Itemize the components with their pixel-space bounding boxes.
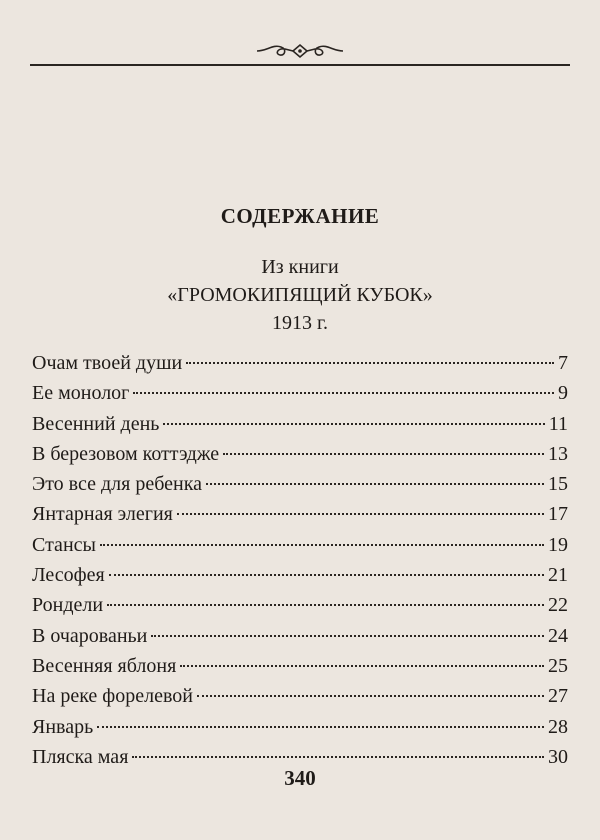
toc-entry-page: 15 [548, 473, 568, 496]
toc-entry-page: 11 [548, 412, 568, 435]
toc-entry-page: 25 [548, 654, 568, 677]
toc-entry [32, 499, 568, 529]
toc-entry [32, 681, 568, 711]
toc-entry-title: Стансы [32, 533, 96, 556]
toc-entry-page: 27 [548, 685, 568, 708]
toc-entry-title: Очам твоей души [32, 352, 183, 374]
toc-entry-page: 24 [548, 624, 568, 647]
toc-entry-title: В березовом коттэдже [32, 442, 220, 465]
toc-entry [32, 348, 568, 378]
toc-entry-title: Январь [32, 715, 94, 738]
contents-heading: СОДЕРЖАНИЕ [220, 204, 380, 228]
header-rule [30, 64, 570, 66]
toc-entry-title: Это все для ребенка [32, 473, 203, 496]
toc-entry-page: 19 [548, 533, 568, 556]
toc-entry [32, 560, 568, 590]
dot-leader [223, 453, 544, 455]
toc-entry-page: 30 [548, 745, 568, 768]
toc-entry-title: Янтарная элегия [32, 503, 173, 526]
from-book-label: Из книги [261, 256, 339, 278]
table-of-contents [32, 348, 568, 772]
toc-entry-title: Рондели [32, 594, 104, 617]
toc-entry [32, 439, 568, 469]
toc-entry-title: На реке форелевой [32, 685, 193, 708]
ornament-icon [255, 40, 345, 62]
page-number: 340 [284, 766, 316, 790]
dot-leader [186, 362, 554, 364]
dot-leader [180, 665, 544, 667]
toc-entry-page: 13 [548, 442, 568, 465]
dot-leader [109, 574, 544, 576]
toc-entry-page: 28 [548, 715, 568, 738]
toc-entry-title: Пляска мая [32, 745, 129, 768]
toc-entry-title: Весенняя яблоня [32, 654, 177, 677]
dot-leader [197, 695, 544, 697]
dot-leader [107, 604, 544, 606]
dot-leader [177, 513, 544, 515]
toc-entry-title: Ее монолог [32, 382, 130, 405]
toc-entry-page: 22 [548, 594, 568, 617]
toc-entry-title: Лесофея [32, 564, 105, 587]
toc-entry [32, 621, 568, 651]
toc-entry [32, 469, 568, 499]
toc-entry [32, 590, 568, 620]
toc-entry-title: Весенний день [32, 412, 160, 435]
dot-leader [97, 726, 544, 728]
toc-entry [32, 712, 568, 742]
toc-entry-page: 21 [548, 564, 568, 587]
dot-leader [163, 423, 544, 425]
dot-leader [151, 635, 544, 637]
book-year: 1913 г. [272, 312, 328, 334]
toc-entry [32, 409, 568, 439]
dot-leader [132, 756, 544, 758]
toc-entry-page: 9 [558, 382, 568, 405]
toc-entry [32, 530, 568, 560]
toc-entry-page: 17 [548, 503, 568, 526]
toc-entry-title: В очарованьи [32, 624, 148, 647]
dot-leader [133, 392, 554, 394]
toc-entry [32, 378, 568, 408]
toc-entry-page: 7 [558, 352, 568, 374]
book-title: «ГРОМОКИПЯЩИЙ КУБОК» [167, 284, 433, 306]
toc-entry [32, 651, 568, 681]
dot-leader [206, 483, 544, 485]
dot-leader [100, 544, 544, 546]
